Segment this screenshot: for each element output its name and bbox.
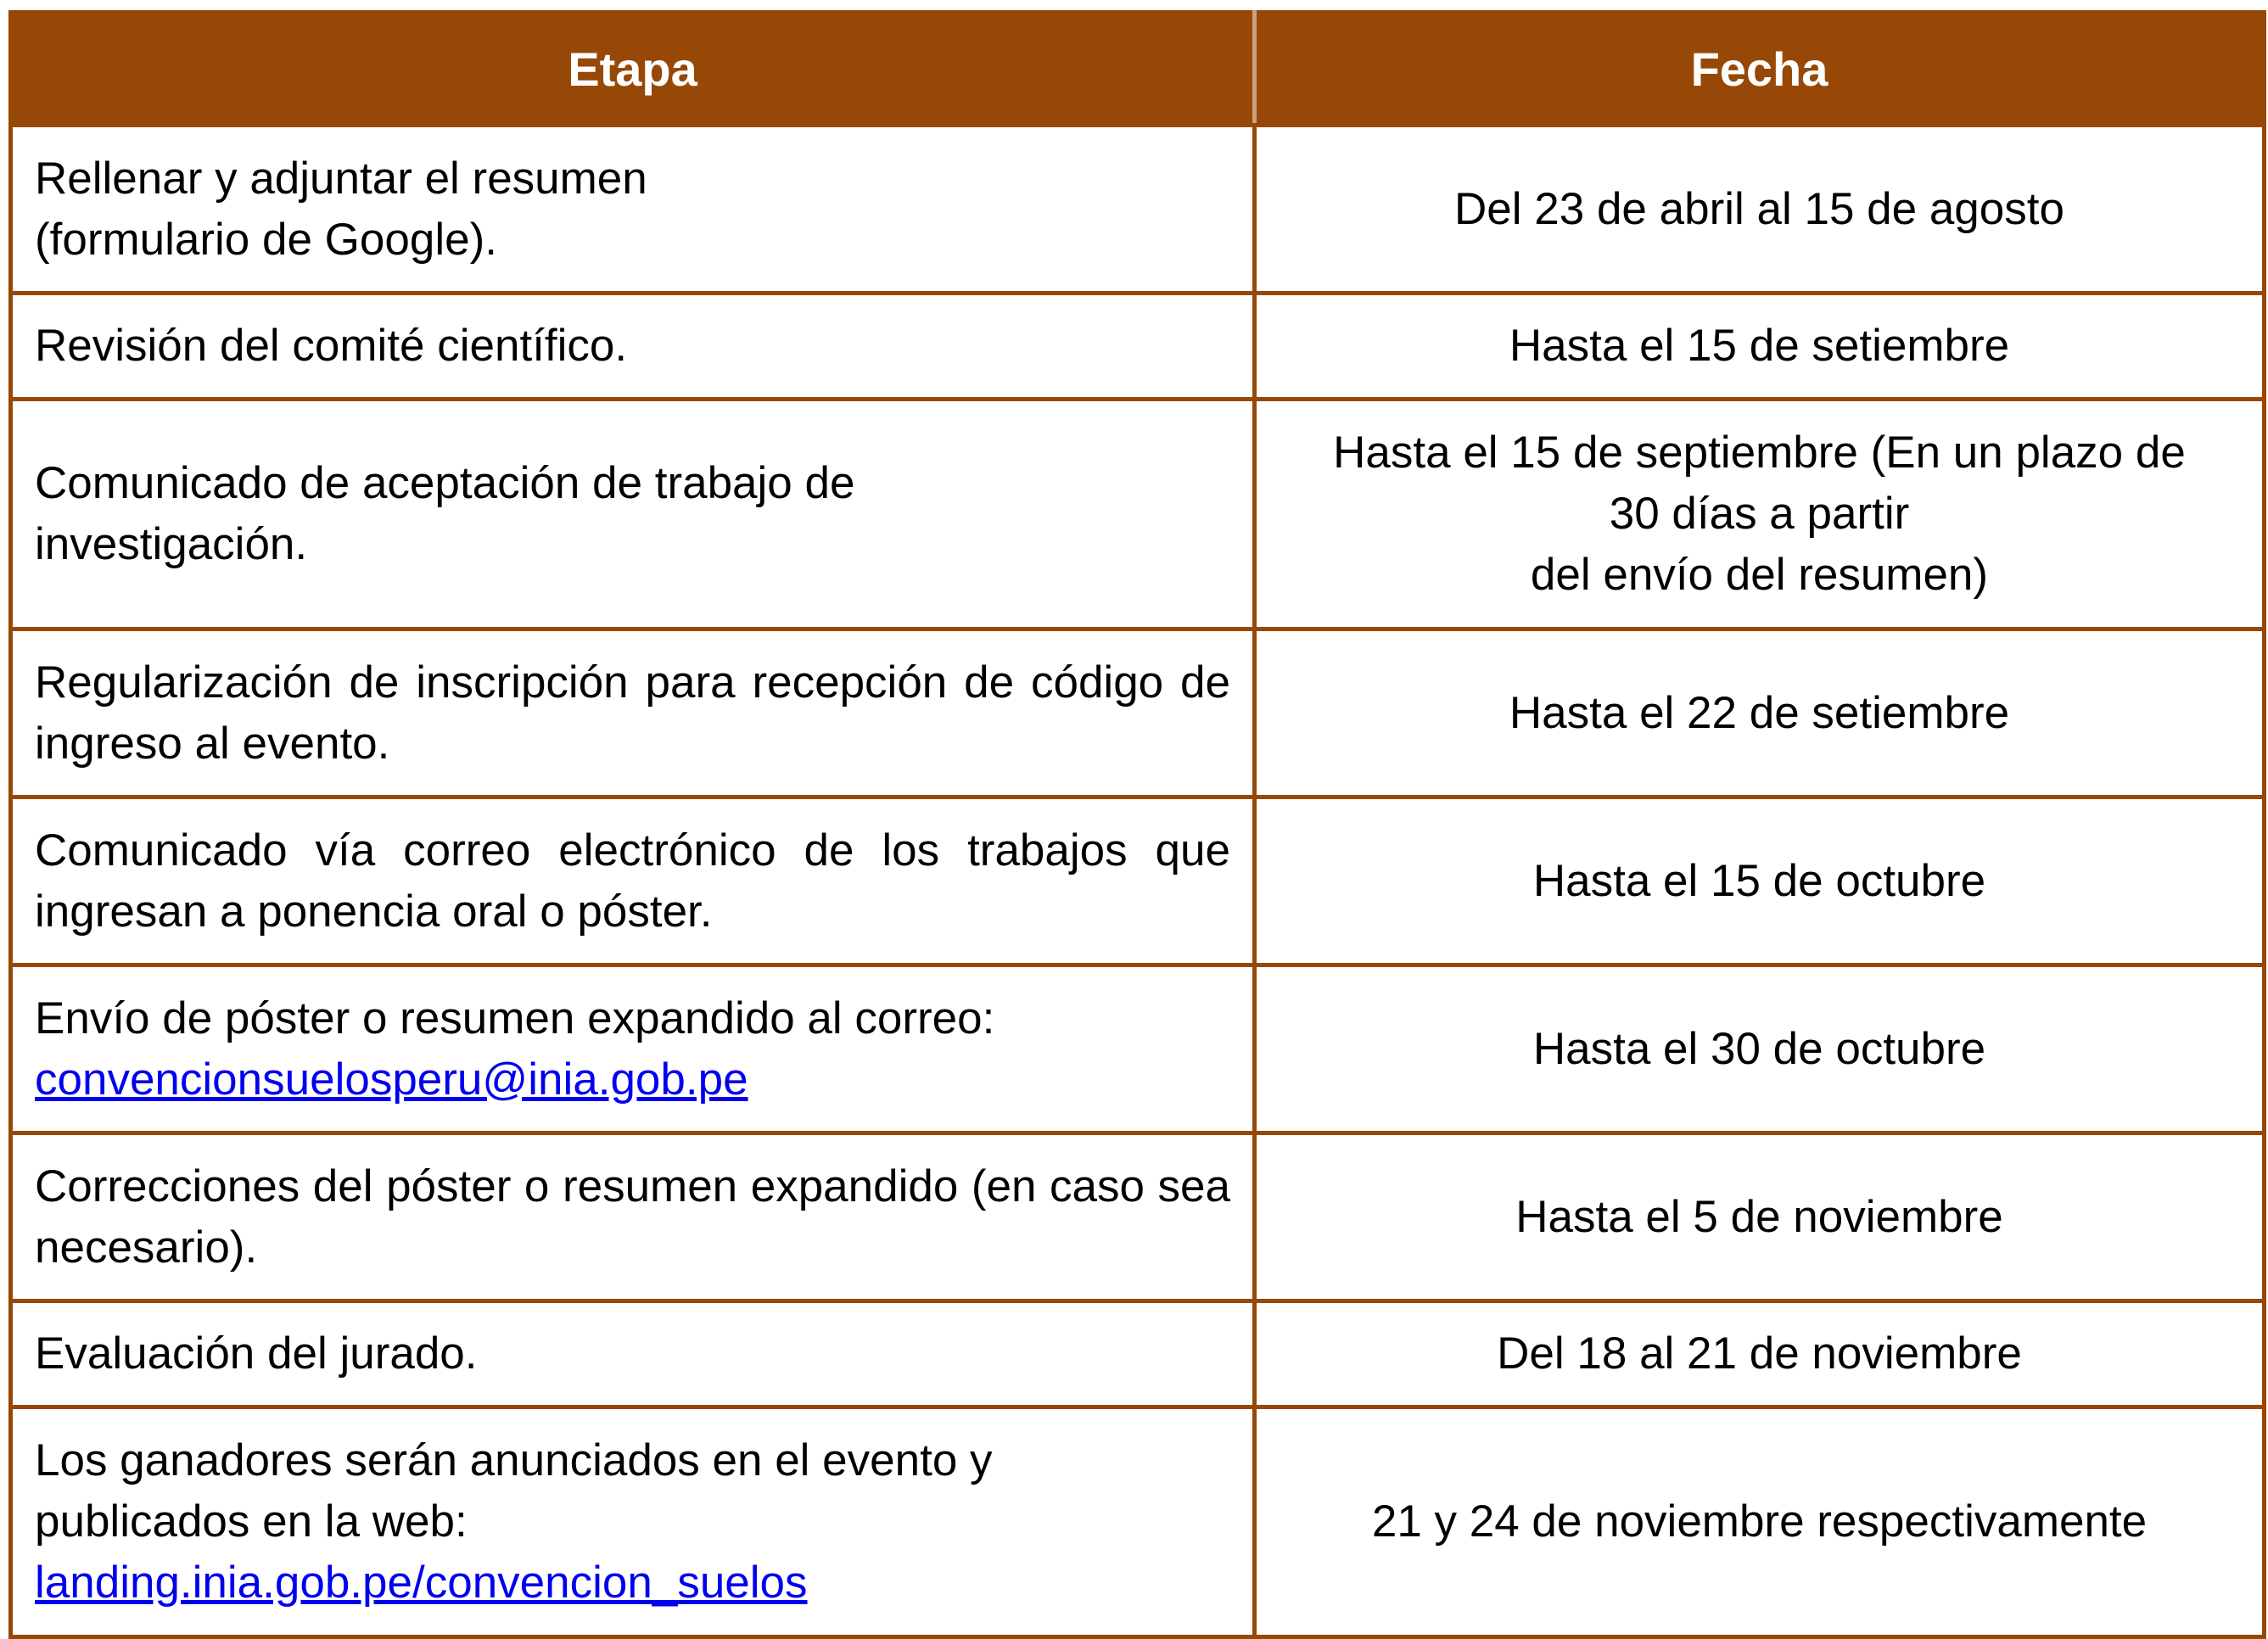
etapa-text: (formulario de Google).: [35, 214, 497, 265]
website-link[interactable]: landing.inia.gob.pe/convencion_suelos: [35, 1558, 808, 1608]
table-row: [11, 1133, 2265, 1301]
table-row: [11, 629, 2265, 797]
fecha-text: Hasta el 15 de septiembre (En un plazo de: [1333, 428, 2186, 478]
fecha-text: Del 18 al 21 de noviembre: [1497, 1329, 2022, 1379]
table-row: [11, 400, 2265, 629]
fecha-cell: [1255, 1301, 2265, 1407]
etapa-text: Correcciones del póster o resumen expandido (en caso sea necesario).: [35, 1161, 1230, 1273]
fecha-text: del envío del resumen): [1530, 550, 1989, 600]
header-fecha: Fecha: [1255, 13, 2265, 126]
table-row: [11, 965, 2265, 1133]
schedule-table: [8, 10, 2266, 1639]
table-row: [11, 1407, 2265, 1637]
cropped-text-strip: [0, 0, 2268, 10]
fecha-text: Hasta el 5 de noviembre: [1515, 1191, 2003, 1242]
etapa-cell: [11, 797, 1255, 965]
etapa-text: Revisión del comité científico.: [35, 321, 628, 371]
fecha-text: Hasta el 15 de setiembre: [1509, 321, 2010, 371]
table-row: [11, 1301, 2265, 1407]
etapa-text: Evaluación del jurado.: [35, 1329, 478, 1379]
etapa-text: Regularización de inscripción para recepción de código de ingreso al evento.: [35, 657, 1230, 769]
table-row: [11, 294, 2265, 400]
fecha-text: Hasta el 22 de setiembre: [1509, 687, 2010, 738]
fecha-cell: [1255, 400, 2265, 629]
fecha-cell: [1255, 294, 2265, 400]
etapa-text: Rellenar y adjuntar el resumen: [35, 153, 647, 204]
etapa-cell: [11, 400, 1255, 629]
etapa-cell: [11, 965, 1255, 1133]
etapa-text: Envío de póster o resumen expandido al correo:: [35, 993, 995, 1043]
etapa-cell: [11, 629, 1255, 797]
email-link[interactable]: convencionsuelosperu@inia.gob.pe: [35, 1054, 748, 1105]
fecha-text: Hasta el 30 de octubre: [1532, 1023, 1986, 1074]
table-header-row: [11, 13, 2265, 126]
etapa-text: Comunicado de aceptación de trabajo de: [35, 458, 855, 508]
fecha-text: Del 23 de abril al 15 de agosto: [1454, 183, 2064, 234]
fecha-text: Hasta el 15 de octubre: [1532, 855, 1986, 906]
fecha-cell: [1255, 965, 2265, 1133]
header-etapa: Etapa: [11, 13, 1255, 126]
etapa-text: publicados en la web:: [35, 1496, 468, 1547]
etapa-cell: [11, 1133, 1255, 1301]
etapa-text: Los ganadores serán anunciados en el evento y: [35, 1435, 993, 1485]
fecha-cell: [1255, 797, 2265, 965]
etapa-cell: [11, 126, 1255, 294]
etapa-cell: [11, 1407, 1255, 1637]
etapa-text: investigación.: [35, 519, 308, 569]
fecha-cell: [1255, 629, 2265, 797]
etapa-cell: [11, 1301, 1255, 1407]
fecha-cell: [1255, 126, 2265, 294]
fecha-text: 30 días a partir: [1609, 489, 1910, 539]
fecha-text: 21 y 24 de noviembre respectivamente: [1371, 1496, 2148, 1547]
table-row: [11, 126, 2265, 294]
etapa-text: Comunicado vía correo electrónico de los trabajos que ingresan a ponencia oral o póster.: [35, 825, 1230, 937]
table-row: [11, 797, 2265, 965]
etapa-cell: [11, 294, 1255, 400]
fecha-cell: [1255, 1407, 2265, 1637]
fecha-cell: [1255, 1133, 2265, 1301]
